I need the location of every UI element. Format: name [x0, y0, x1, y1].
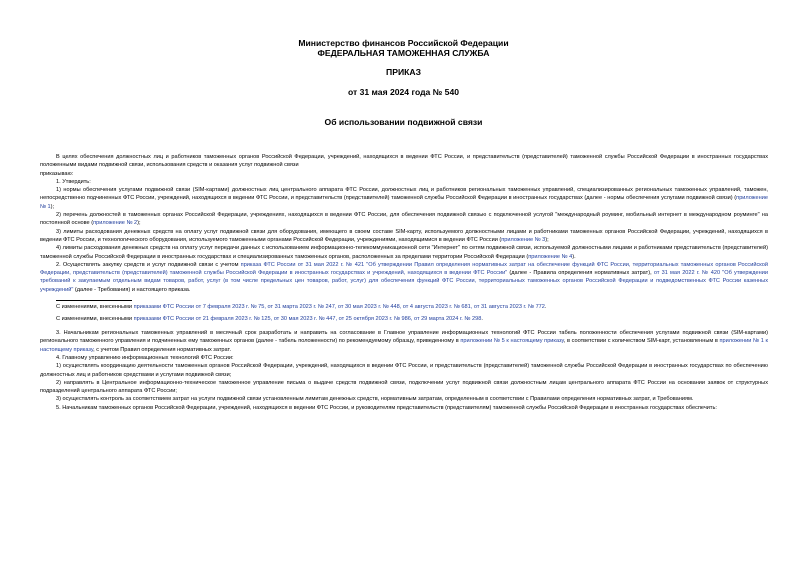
link-order-421[interactable]: приказа ФТС России от 31 мая 2022 г. № 421 "Об утверждении Правил определения нормативных затрат на обеспечение функций ФТС России, территориальных таможенных органов Российской Федерации, представительств (представителей) таможенной службы Российской Федерации в иностранных государствах и учреждений, находящихся в ведении ФТС России"	[40, 261, 768, 277]
paragraph-item-4-2: 2) направлять в Центральное информационно-техническое таможенное управление письма о выдаче средств подвижной связи, подключении услуг подвижной связи должностным лицам центрального аппарата ФТС России на основании заявок от структурных подразделений центрального аппарата ФТС России;	[40, 379, 768, 395]
paragraph-item-5: 5. Начальникам таможенных органов Российской Федерации, учреждений, находящихся в ведении ФТС России, и руководителям представительств (представителям) таможенной службы Российской Федерации в иностранных государствах обеспечить:	[56, 404, 717, 411]
paragraph-item-1: 1. Утвердить:	[56, 178, 91, 185]
ministry-heading: Министерство финансов Российской Федерации	[298, 38, 509, 48]
link-order-420[interactable]: от 31 мая 2022 г. № 420 "Об утверждении требований к закупаемым отдельным видам товаров, работ, услуг (в том числе предельных цен товаров, работ, услуг) для обеспечения функций ФТС России, территориальных таможенных органов Российской Федерации и подведомственных ФТС России казенных учреждений"	[40, 270, 768, 293]
paragraph-item-4-3: 3) осуществлять контроль за соответствием затрат на услуги подвижной связи установленным лимитам денежных средств, нормативным затратам, определенным в соответствии с Правилами определения нормативных затрат, и Требованиям.	[56, 396, 694, 403]
service-heading: ФЕДЕРАЛЬНАЯ ТАМОЖЕННАЯ СЛУЖБА	[317, 48, 490, 58]
link-appendix-1[interactable]: приложение № 1	[40, 195, 768, 210]
paragraph-item-1-2: 2) перечень должностей в таможенных органах Российской Федерации, учреждениях, находящихся в ведении ФТС России, для обеспечения подвижной связью с подключенной услугой "международный роуминг, мобильный интернет в международном роуминге" на постоянной основе (приложение № 2);	[40, 212, 768, 227]
paragraph-item-1-3: 3) лимиты расходования денежных средств на оплату услуг подвижной связи для оборудования, имеющего в своем составе SIM-карту, используемого должностными лицами и работниками таможенных органов Российской Федерации, учреждений, находящихся в ведении ФТС России, и технологического оборудования, используемого таможенными органами Российской Федерации, учреждениями, находящимися в ведении ФТС России (приложение № 3);	[40, 228, 768, 243]
paragraph-order-word: приказываю:	[40, 170, 74, 177]
subject-heading: Об использовании подвижной связи	[324, 117, 483, 127]
document-body	[40, 153, 768, 412]
paragraph-preamble: В целях обеспечения должностных лиц и работников таможенных органов Российской Федерации, учреждений, находящихся в ведении ФТС России, и представительств (представителей) таможенной службы Российской Федерации в иностранных государствах положенными видами подвижной связи, использования средств и оказания услуг подвижной связи	[40, 154, 768, 169]
link-appendix-1-ref[interactable]: приложении № 1 к настоящему приказу	[40, 338, 768, 353]
paragraph-item-1-4: 4) лимиты расходования денежных средств на оплату услуг передачи данных с использованием информационно-телекоммуникационной сети "Интернет" по сетям подвижной связи, используемой должностными лицами и работниками представительств (представителей) таможенной службы Российской Федерации в иностранных государствах и специализированных таможенных органов, расположенных за пределами территории Российской Федерации (приложение № 4).	[40, 245, 768, 260]
paragraph-item-3: 3. Начальникам региональных таможенных управлений в месячный срок разработать и направить на согласование в Главное управление информационных технологий ФТС России табель положенности обеспечения услугами подвижной связи (SIM-картами) регионального таможенного управления и подчиненных ему таможенных органов (далее - табель положенности) по рекомендуемому образцу, приведенному в приложении № 5 к настоящему приказу, в соответствии с количеством SIM-карт, установленным в приложении № 1 к настоящему приказу, с учетом Правил определения нормативных затрат.	[40, 330, 768, 353]
amendment-note-1: С изменениями, внесенными приказами ФТС России от 7 февраля 2023 г. № 75, от 31 марта 2023 г. № 247, от 30 мая 2023 г. № 448, от 4 августа 2023 г. № 681, от 31 августа 2023 г. № 772.	[56, 304, 547, 311]
paragraph-item-4-1: 1) осуществлять координацию деятельности таможенных органов Российской Федерации, учреждений, находящихся в ведении ФТС России, и представительств (представителей) таможенной службы Российской Федерации в иностранных государствах по обеспечению должностных лиц и работников средствами и услугами подвижной связи;	[40, 363, 768, 378]
paragraph-item-4: 4. Главному управлению информационных технологий ФТС России:	[56, 354, 234, 361]
link-amendments-2[interactable]: приказами ФТС России от 21 февраля 2023 г. № 125, от 30 мая 2023 г. № 447, от 25 октября 2023 г. № 986, от 29 марта 2024 г. № 298	[133, 316, 482, 323]
link-appendix-5[interactable]: приложении № 5 к настоящему приказу	[460, 338, 564, 345]
paragraph-item-2: 2. Осуществлять закупку средств и услуг подвижной связи с учетом приказа ФТС России от 31 мая 2022 г. № 421 "Об утверждении Правил определения нормативных затрат на обеспечение функций ФТС России, территориальных таможенных органов Российской Федерации, представительств (представителей) таможенной службы Российской Федерации в иностранных государствах и учреждений, находящихся в ведении ФТС России" (далее - Правила определения нормативных затрат), от 31 мая 2022 г. № 420 "Об утверждении требований к закупаемым отдельным видам товаров, работ, услуг (в том числе предельных цен товаров, работ, услуг) для обеспечения функций ФТС России, территориальных таможенных органов Российской Федерации и подведомственных ФТС России казенных учреждений" (далее - Требования) и настоящего приказа.	[40, 261, 768, 293]
doc-type-heading: ПРИКАЗ	[386, 67, 421, 77]
paragraph-item-1-1: 1) нормы обеспечения услугами подвижной связи (SIM-картами) должностных лиц центрального аппарата ФТС России, должностных лиц и работников региональных таможенных управлений, специализированных региональных таможенных управлений, таможен, непосредственно подчиненных ФТС России, учреждений, находящихся в ведении ФТС России, и представительств (представителей) таможенной службы Российской Федерации в иностранных государствах (далее - нормы обеспечения услугами подвижной связи) (приложение № 1);	[40, 187, 768, 210]
link-amendments-1[interactable]: приказами ФТС России от 7 февраля 2023 г. № 75, от 31 марта 2023 г. № 247, от 30 мая 2023 г. № 448, от 4 августа 2023 г. № 681, от 31 августа 2023 г. № 772	[133, 304, 545, 311]
link-appendix-3[interactable]: приложение № 3	[501, 236, 546, 243]
link-appendix-2[interactable]: приложение № 2	[93, 220, 138, 227]
amendment-note-2: С изменениями, внесенными приказами ФТС России от 21 февраля 2023 г. № 125, от 30 мая 2023 г. № 447, от 25 октября 2023 г. № 986, от 29 марта 2024 г. № 298.	[56, 316, 483, 323]
date-number-heading: от 31 мая 2024 года № 540	[347, 87, 460, 97]
amendment-notes	[40, 300, 768, 325]
link-appendix-4[interactable]: приложение № 4	[528, 253, 573, 260]
